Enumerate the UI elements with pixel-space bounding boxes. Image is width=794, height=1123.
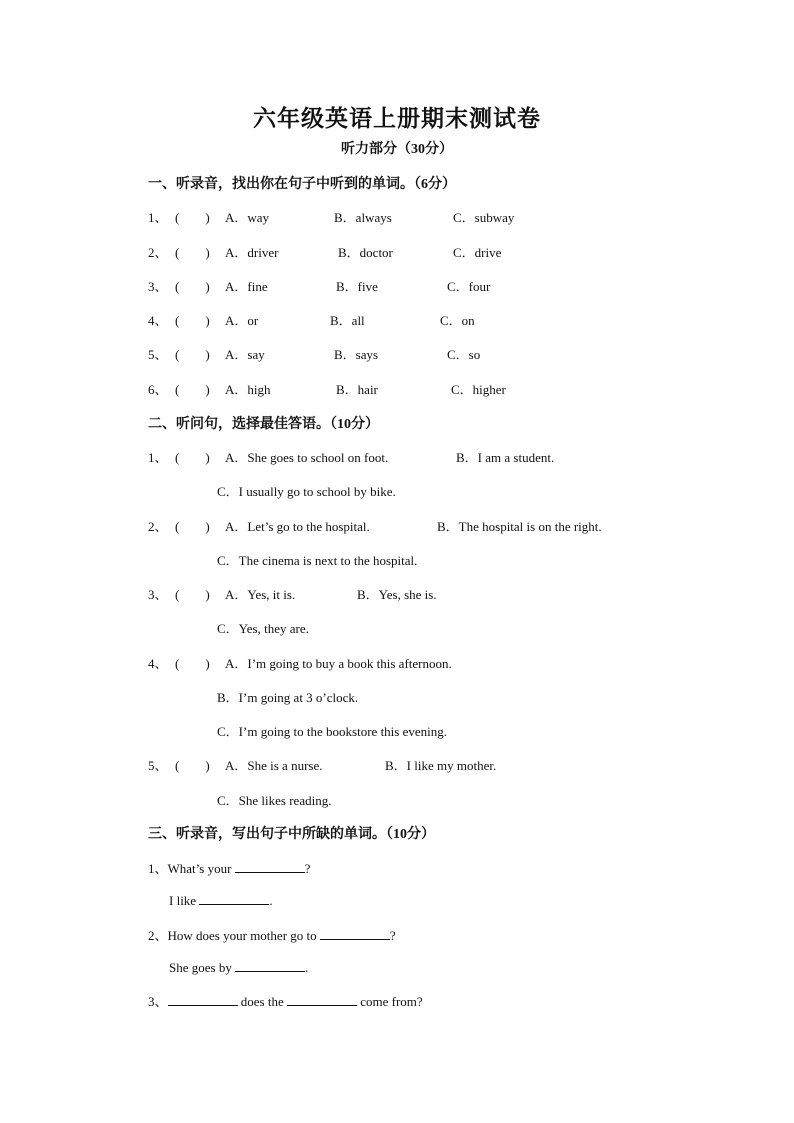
answer-bracket: ( )	[175, 245, 210, 260]
section3-question-2-response	[169, 958, 308, 976]
option-a: A．She goes to school on foot.	[225, 450, 389, 465]
option-c: C．so	[447, 347, 481, 362]
page-subtitle: 听力部分（30分）	[341, 142, 453, 157]
option-b: B．I am a student.	[456, 450, 555, 465]
option-b: B．The hospital is on the right.	[437, 519, 602, 534]
answer-blank[interactable]	[168, 992, 238, 1006]
answer-blank[interactable]	[199, 891, 269, 905]
option-b: B．I’m going at 3 o’clock.	[217, 690, 359, 705]
question-text: come from?	[360, 994, 423, 1009]
question-number: 4、	[148, 313, 168, 328]
option-b: B．always	[334, 210, 392, 225]
question-number: 6、	[148, 382, 168, 397]
option-c: C．I usually go to school by bike.	[217, 484, 396, 499]
answer-bracket: ( )	[175, 347, 210, 362]
option-a: A．way	[225, 210, 270, 225]
option-a: A．driver	[225, 245, 279, 260]
response-text: I like	[169, 893, 197, 908]
answer-blank[interactable]	[287, 992, 357, 1006]
question-text: What’s your	[167, 861, 232, 876]
answer-bracket: ( )	[175, 450, 210, 465]
option-c: C．drive	[453, 245, 502, 260]
option-a: A．say	[225, 347, 265, 362]
option-a: A．Let’s go to the hospital.	[225, 519, 370, 534]
response-punct: .	[269, 893, 273, 908]
question-punct: ?	[389, 928, 396, 943]
question-number: 5、	[148, 758, 168, 773]
option-c: C．four	[447, 279, 491, 294]
section1-heading: 一、听录音，找出你在句子中听到的单词。（6分）	[148, 177, 456, 192]
question-number: 1、	[148, 210, 168, 225]
question-number: 2、	[148, 245, 168, 260]
question-number: 3、	[148, 994, 168, 1009]
option-c: C．I’m going to the bookstore this evening.	[217, 724, 448, 739]
answer-bracket: ( )	[175, 587, 210, 602]
section2-heading: 二、听问句，选择最佳答语。（10分）	[148, 417, 379, 432]
answer-blank[interactable]	[235, 859, 305, 873]
question-text: How does your mother go to	[167, 928, 317, 943]
question-punct: ?	[304, 861, 311, 876]
question-number: 1、	[148, 450, 168, 465]
question-number: 5、	[148, 347, 168, 362]
option-c: C．subway	[453, 210, 515, 225]
answer-bracket: ( )	[175, 656, 210, 671]
answer-bracket: ( )	[175, 758, 210, 773]
section3-heading: 三、听录音，写出句子中所缺的单词。（10分）	[148, 827, 435, 842]
response-punct: .	[305, 960, 309, 975]
question-number: 2、	[148, 928, 168, 943]
option-c: C．Yes, they are.	[217, 621, 309, 636]
option-a: A．high	[225, 382, 271, 397]
answer-bracket: ( )	[175, 210, 210, 225]
option-c: C．She likes reading.	[217, 793, 332, 808]
option-a: A．Yes, it is.	[225, 587, 296, 602]
question-number: 4、	[148, 656, 168, 671]
section3-question-3	[148, 991, 423, 1010]
question-number: 2、	[148, 519, 168, 534]
question-number: 1、	[148, 861, 168, 876]
answer-blank[interactable]	[320, 926, 390, 940]
option-c: C．on	[440, 313, 475, 328]
option-b: B．all	[330, 313, 365, 328]
option-b: B．Yes, she is.	[357, 587, 437, 602]
option-c: C．higher	[451, 382, 506, 397]
section3-question-1	[148, 858, 310, 877]
answer-blank[interactable]	[235, 958, 305, 972]
option-a: A．I’m going to buy a book this afternoon.	[225, 656, 452, 671]
page-title: 六年级英语上册期末测试卷	[253, 106, 541, 131]
answer-bracket: ( )	[175, 519, 210, 534]
option-b: B．I like my mother.	[385, 758, 497, 773]
question-number: 3、	[148, 279, 168, 294]
option-b: B．doctor	[338, 245, 393, 260]
option-b: B．five	[336, 279, 378, 294]
option-b: B．hair	[336, 382, 378, 397]
option-c: C．The cinema is next to the hospital.	[217, 553, 418, 568]
option-a: A．She is a nurse.	[225, 758, 323, 773]
option-b: B．says	[334, 347, 379, 362]
question-number: 3、	[148, 587, 168, 602]
answer-bracket: ( )	[175, 313, 210, 328]
option-a: A．or	[225, 313, 259, 328]
option-a: A．fine	[225, 279, 268, 294]
answer-bracket: ( )	[175, 382, 210, 397]
question-text: does the	[240, 994, 284, 1009]
section3-question-2	[148, 925, 396, 944]
response-text: She goes by	[169, 960, 232, 975]
section3-question-1-response	[169, 891, 273, 909]
answer-bracket: ( )	[175, 279, 210, 294]
